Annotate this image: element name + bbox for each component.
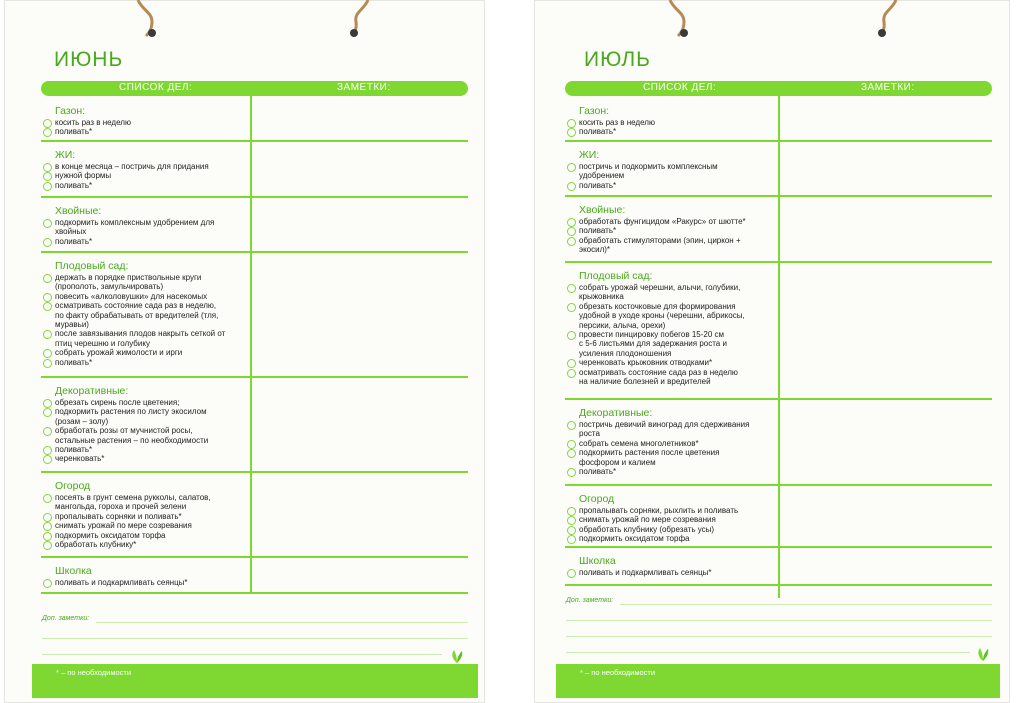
task-checkbox[interactable]: поливать и подкармливать сеянцы* <box>565 568 712 577</box>
todo-column-header: СПИСОК ДЕЛ: <box>119 82 193 93</box>
task-checkbox[interactable]: черенковать крыжовник отводками* <box>565 358 745 367</box>
notes-line[interactable] <box>566 620 992 621</box>
footnote: * – по необходимости <box>56 668 132 677</box>
extra-notes-label: Доп. заметки: <box>42 615 90 622</box>
column-divider <box>250 96 252 593</box>
task-checkbox[interactable]: поливать* <box>565 226 746 235</box>
task-checkbox[interactable]: держать в порядке приствольные круги <box>41 273 225 282</box>
twine-icon <box>132 0 162 40</box>
notes-line[interactable] <box>566 636 992 637</box>
column-header-bar <box>41 81 468 96</box>
planner-page-july <box>534 0 1010 703</box>
task-checkbox[interactable]: провести пинцировку побегов 15-20 см <box>565 330 745 339</box>
section-vegetable-garden <box>41 475 211 549</box>
section-title: ЖИ: <box>55 149 76 161</box>
twine-icon <box>872 0 902 40</box>
section-conifers <box>41 200 214 246</box>
section-orchard <box>41 255 225 367</box>
notes-line[interactable] <box>566 652 970 653</box>
task-checkbox[interactable]: подкормить комплексным удобрением для <box>41 218 214 227</box>
task-checkbox[interactable]: поливать* <box>41 181 209 190</box>
task-checkbox[interactable]: поливать* <box>565 181 718 190</box>
task-checkbox[interactable]: собрать урожай черешни, алычи, голубики, <box>565 283 745 292</box>
task-checkbox[interactable]: подкормить растения после цветения <box>565 448 749 457</box>
task-checkbox[interactable]: поливать* <box>565 467 749 476</box>
task-checkbox[interactable]: обработать клубнику* <box>41 540 211 549</box>
task-checkbox[interactable]: поливать* <box>41 358 225 367</box>
task-checkbox[interactable]: обработать розы от мучнистой росы, <box>41 426 208 435</box>
extra-notes-label: Доп. заметки: <box>566 597 614 604</box>
section-title: Школка <box>55 565 92 577</box>
row-divider <box>41 592 468 594</box>
task-checkbox[interactable]: косить раз в неделю <box>565 118 655 127</box>
row-divider <box>565 398 992 400</box>
section-lawn <box>565 100 655 137</box>
task-checkbox[interactable]: осматривать состояние сада раз в неделю, <box>41 301 225 310</box>
task-continuation: (прополоть, замульчировать) <box>55 282 164 292</box>
row-divider <box>565 195 992 197</box>
row-divider <box>41 140 468 142</box>
leaf-icon <box>448 647 466 665</box>
notes-column-header: ЗАМЕТКИ: <box>861 82 915 93</box>
section-vegetable-garden <box>565 488 738 544</box>
task-checkbox[interactable]: осматривать состояние сада раз в неделю <box>565 368 745 377</box>
section-title: Огород <box>579 493 615 505</box>
notes-line[interactable] <box>620 604 992 605</box>
section-hedges <box>565 144 718 190</box>
section-nursery <box>41 560 188 587</box>
notes-line[interactable] <box>42 638 468 639</box>
row-divider <box>565 261 992 263</box>
task-checkbox[interactable]: обрезать косточковые для формирования <box>565 302 745 311</box>
footnote: * – по необходимости <box>580 668 656 677</box>
section-title: Плодовый сад: <box>55 260 129 272</box>
section-ornamental <box>565 402 749 476</box>
task-continuation: птиц черешню и голубику <box>55 338 150 348</box>
section-title: Декоративные: <box>55 385 129 397</box>
task-checkbox[interactable]: черенковать* <box>41 454 208 463</box>
column-divider <box>778 96 780 598</box>
section-title: Газон: <box>55 105 86 117</box>
section-title: Газон: <box>579 105 610 117</box>
task-checkbox[interactable]: обработать стимуляторами (эпин, циркон + <box>565 236 746 245</box>
task-continuation: хвойных <box>55 227 87 237</box>
task-checkbox[interactable]: подкормить оксидатом торфа <box>565 534 738 543</box>
task-checkbox[interactable]: повесить «алколовушки» для насекомых <box>41 292 225 301</box>
task-continuation: по факту обрабатывать от вредителей (тля, <box>55 310 219 320</box>
month-title: ИЮНЬ <box>54 48 124 71</box>
section-ornamental <box>41 380 208 464</box>
column-header-bar <box>565 81 992 96</box>
section-title: Хвойные: <box>579 204 626 216</box>
task-checkbox[interactable]: поливать* <box>41 237 214 246</box>
task-checkbox[interactable]: после завязывания плодов накрыть сеткой от <box>41 329 225 338</box>
row-divider <box>565 484 992 486</box>
task-checkbox[interactable]: обрезать сирень после цветения; <box>41 398 208 407</box>
row-divider <box>565 546 992 548</box>
task-checkbox[interactable]: пропалывать сорняки и поливать* <box>41 512 211 521</box>
row-divider <box>41 471 468 473</box>
task-continuation: экосил)* <box>579 245 611 255</box>
task-continuation: на наличие болезней и вредителей <box>579 377 711 387</box>
section-title: Хвойные: <box>55 205 102 217</box>
leaf-icon <box>974 645 992 663</box>
section-title: Декоративные: <box>579 407 653 419</box>
task-continuation: усиления плодоношения <box>579 348 672 358</box>
row-divider <box>565 140 992 142</box>
section-title: Школка <box>579 555 616 567</box>
section-orchard <box>565 265 745 386</box>
twine-icon <box>344 0 374 40</box>
task-checkbox[interactable]: косить раз в неделю <box>41 118 131 127</box>
planner-page-june <box>4 0 485 703</box>
todo-column-header: СПИСОК ДЕЛ: <box>643 82 717 93</box>
task-continuation: (розам – золу) <box>55 416 109 426</box>
section-nursery <box>565 550 712 577</box>
task-checkbox[interactable]: постричь девичий виноград для сдерживания <box>565 420 749 429</box>
task-checkbox[interactable]: в конце месяца – постричь для придания <box>41 162 209 171</box>
row-divider <box>41 196 468 198</box>
row-divider <box>41 251 468 253</box>
task-checkbox[interactable]: пропалывать сорняки, рыхлить и поливать <box>565 506 738 515</box>
task-checkbox[interactable]: собрать семена многолетников* <box>565 439 749 448</box>
task-continuation: роста <box>579 429 600 439</box>
section-title: Огород <box>55 480 91 492</box>
notes-line[interactable] <box>42 654 442 655</box>
twine-icon <box>664 0 694 40</box>
section-conifers <box>565 199 746 255</box>
task-continuation: мангольда, гороха и прочей зелени <box>55 502 187 512</box>
task-continuation: крыжовника <box>579 292 624 302</box>
task-checkbox[interactable]: снимать урожай по мере созревания <box>41 521 211 530</box>
task-checkbox[interactable]: подкормить растения по листу экосилом <box>41 407 208 416</box>
task-continuation: фосфором и калием <box>579 457 656 467</box>
task-continuation: удобрением <box>579 171 625 181</box>
task-continuation: остальные растения – по необходимости <box>55 435 209 445</box>
row-divider <box>41 556 468 558</box>
task-checkbox[interactable]: поливать* <box>41 445 208 454</box>
row-divider <box>565 584 992 586</box>
month-title: ИЮЛЬ <box>584 48 651 71</box>
task-continuation: с 5-6 листьями для задержания роста и <box>579 339 727 349</box>
task-continuation: удобной в уходе кроны (черешни, абрикосы, <box>579 311 745 321</box>
section-lawn <box>41 100 131 137</box>
section-hedges <box>41 144 209 190</box>
task-continuation: нужной формы <box>41 171 209 180</box>
task-checkbox[interactable]: обработать фунгицидом «Ракурс» от шютте* <box>565 217 746 226</box>
section-title: Плодовый сад: <box>579 270 653 282</box>
task-checkbox[interactable]: снимать урожай по мере созревания <box>565 515 738 524</box>
row-divider <box>41 376 468 378</box>
task-continuation: муравьи) <box>55 320 89 330</box>
footer-bar <box>32 664 478 698</box>
task-checkbox[interactable]: обработать клубнику (обрезать усы) <box>565 525 738 534</box>
notes-line[interactable] <box>96 622 468 623</box>
task-checkbox[interactable]: собрать урожай жимолости и ирги <box>41 348 225 357</box>
section-title: ЖИ: <box>579 149 600 161</box>
footer-bar <box>556 664 1000 698</box>
task-continuation: персики, алыча, орехи) <box>579 320 666 330</box>
notes-column-header: ЗАМЕТКИ: <box>337 82 391 93</box>
task-checkbox[interactable]: подкормить оксидатом торфа <box>41 531 211 540</box>
task-checkbox[interactable]: поливать и подкармливать сеянцы* <box>41 578 188 587</box>
task-checkbox[interactable]: посеять в грунт семена рукколы, салатов, <box>41 493 211 502</box>
task-checkbox[interactable]: поливать* <box>565 127 655 136</box>
task-checkbox[interactable]: поливать* <box>41 127 131 136</box>
task-checkbox[interactable]: постричь и подкормить комплексным <box>565 162 718 171</box>
